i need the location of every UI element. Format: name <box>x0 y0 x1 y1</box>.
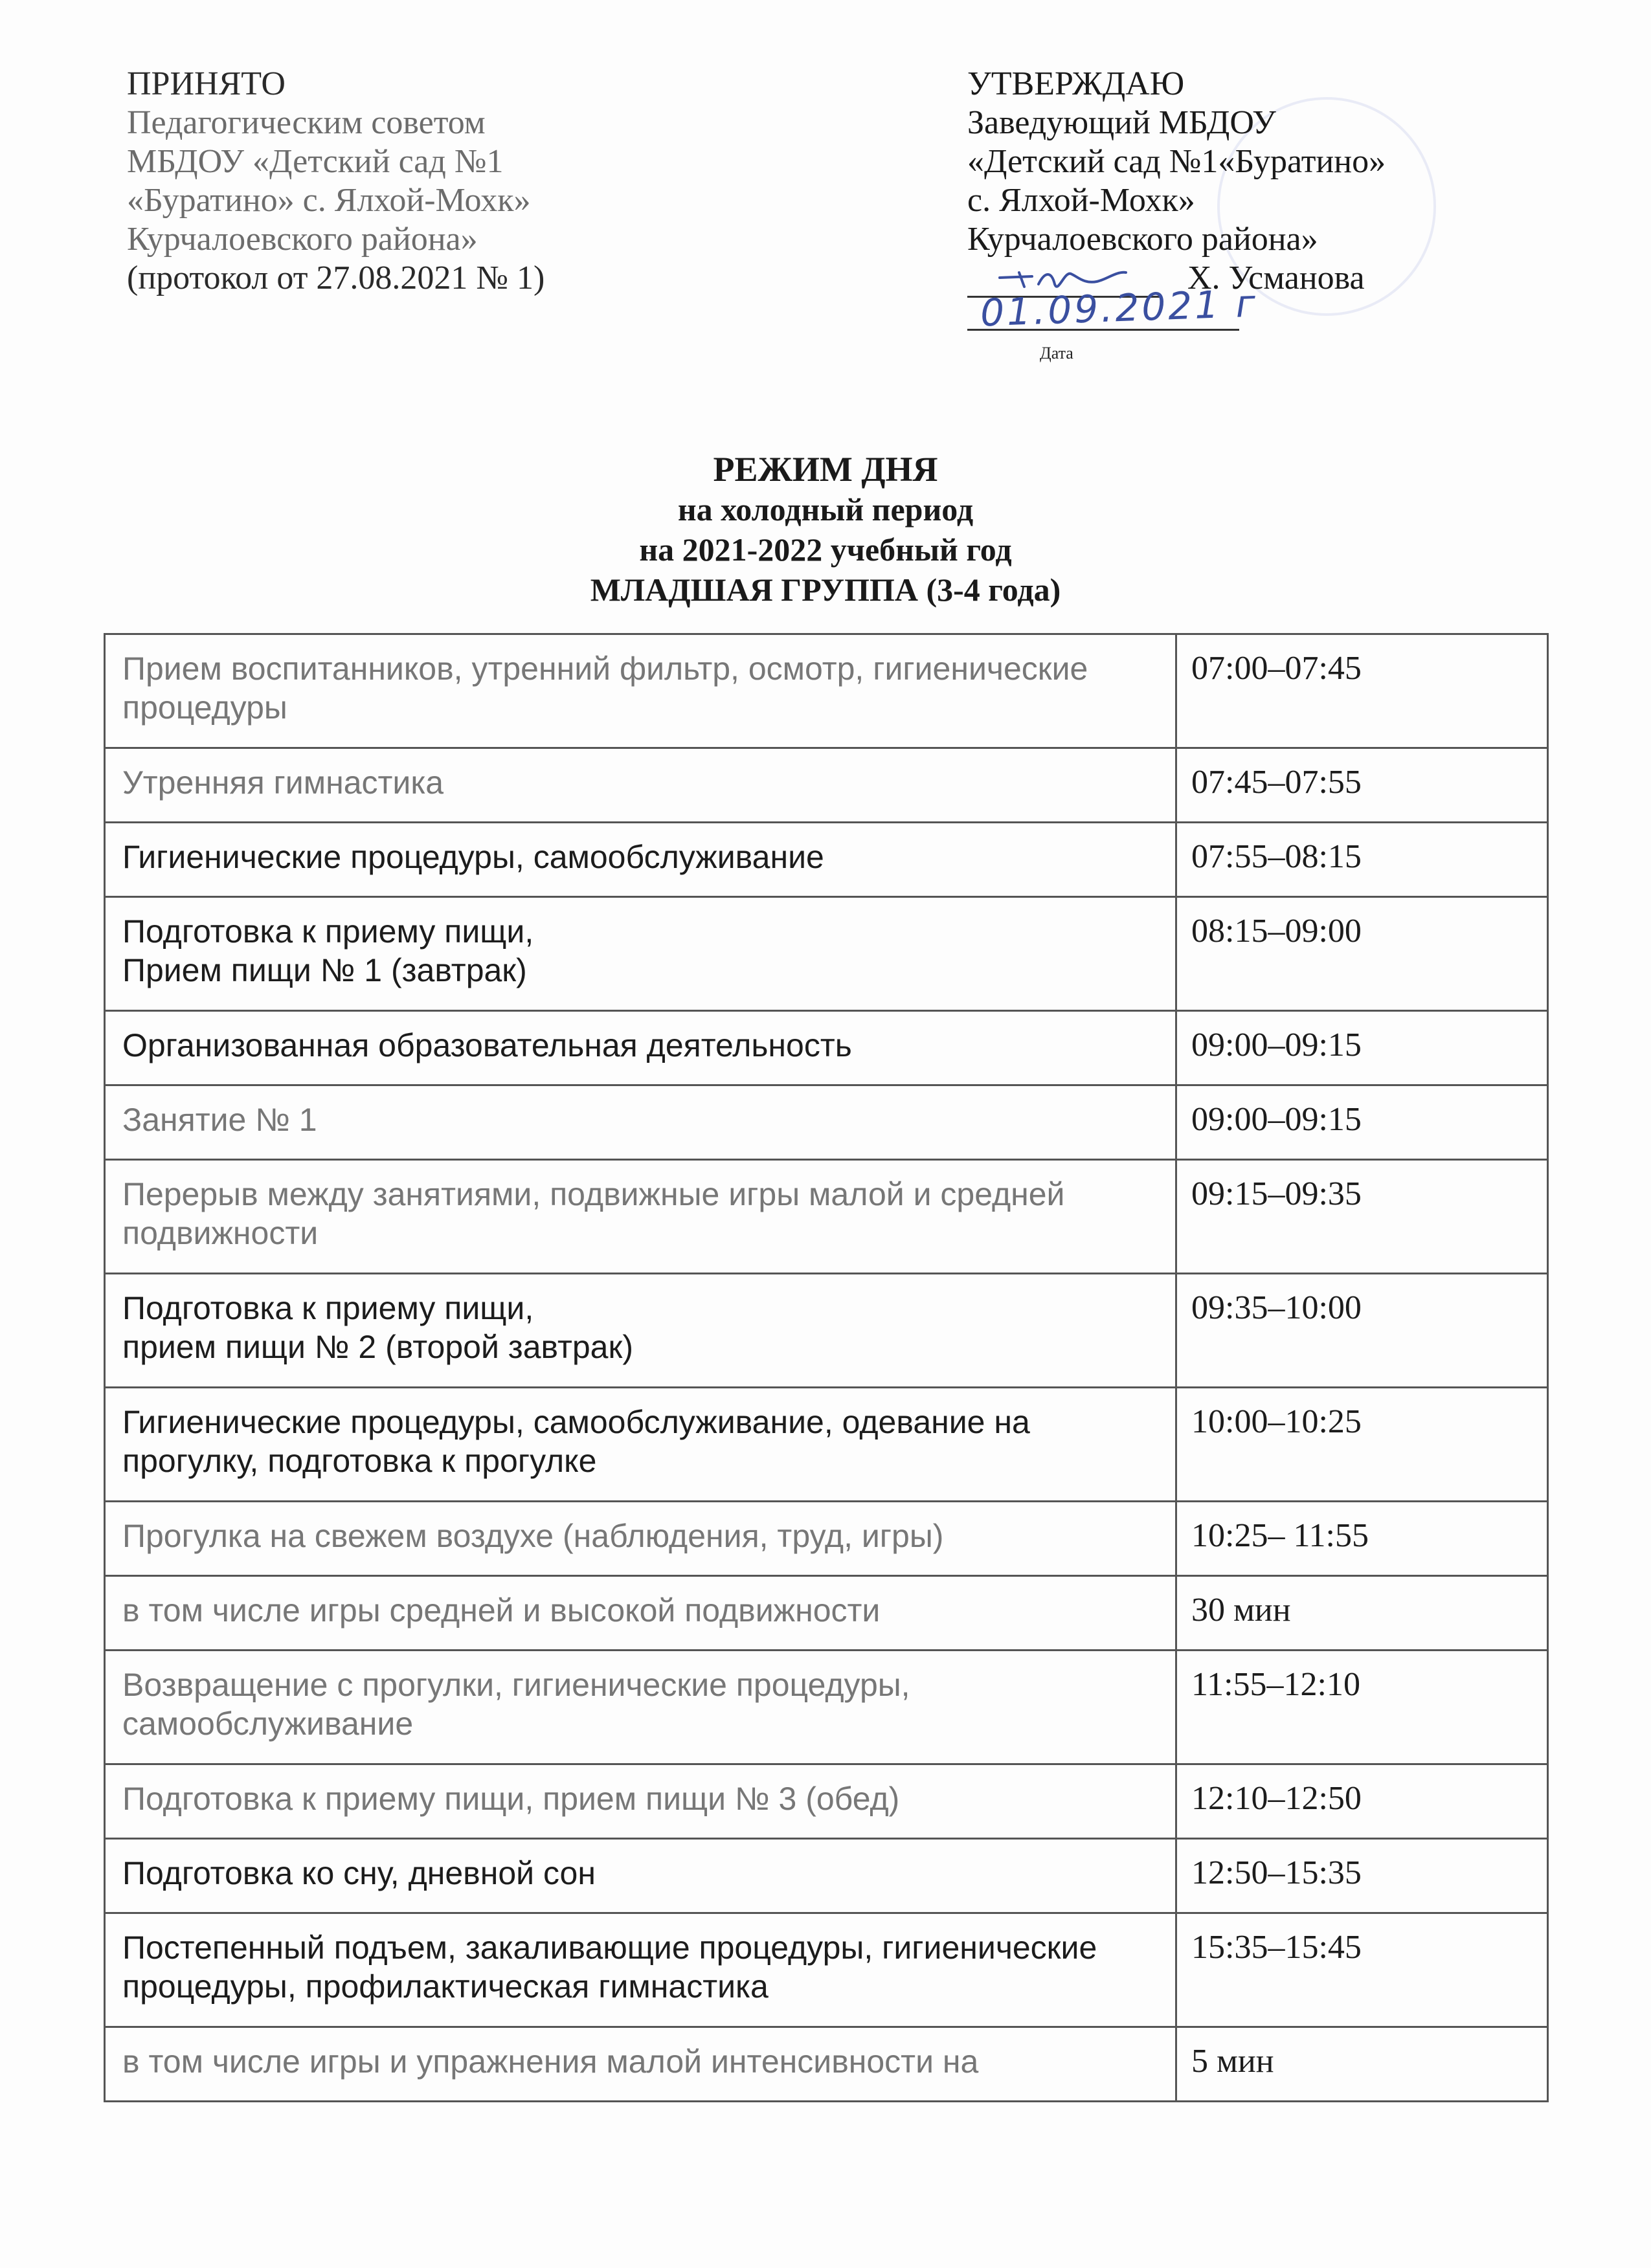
adoption-council: Педагогическим советом <box>127 104 486 141</box>
table-row <box>105 1388 1548 1502</box>
time-cell: 11:55–12:10 <box>1176 1651 1548 1764</box>
adoption-org-line1: МБДОУ «Детский сад №1 <box>127 143 504 180</box>
time-cell: 09:00–09:15 <box>1176 1085 1548 1160</box>
title-group: МЛАДШАЯ ГРУППА (3-4 года) <box>590 572 1061 608</box>
activity-cell: Прием воспитанников, утренний фильтр, осмотр, гигиенические процедуры <box>105 634 1176 748</box>
table-row <box>105 1764 1548 1839</box>
table-row <box>105 823 1548 897</box>
adoption-district: Курчалоевского района» <box>127 221 478 258</box>
time-cell: 10:25– 11:55 <box>1176 1502 1548 1576</box>
time-cell: 09:00–09:15 <box>1176 1011 1548 1085</box>
approval-heading: УТВЕРЖДАЮ <box>967 65 1185 102</box>
date-label: Дата <box>1040 344 1073 362</box>
table-row <box>105 748 1548 823</box>
activity-cell: Подготовка ко сну, дневной сон <box>105 1839 1176 1913</box>
time-cell: 12:50–15:35 <box>1176 1839 1548 1913</box>
title-year: на 2021-2022 учебный год <box>639 531 1012 568</box>
time-cell: 5 мин <box>1176 2027 1548 2102</box>
table-row <box>105 1839 1548 1913</box>
activity-cell: Постепенный подъем, закаливающие процедуры, гигиенические процедуры, профилактическая гимнастика <box>105 1913 1176 2027</box>
approval-district: Курчалоевского района» <box>967 221 1318 258</box>
activity-cell: Прогулка на свежем воздухе (наблюдения, труд, игры) <box>105 1502 1176 1576</box>
time-cell: 09:15–09:35 <box>1176 1160 1548 1274</box>
adoption-block <box>127 65 710 298</box>
adoption-protocol: (протокол от 27.08.2021 № 1) <box>127 260 545 296</box>
schedule-table-body <box>105 634 1548 2102</box>
activity-cell: в том числе игры средней и высокой подвижности <box>105 1576 1176 1651</box>
table-row <box>105 1085 1548 1160</box>
date-row <box>967 281 1550 362</box>
approval-block <box>967 65 1550 361</box>
handwritten-date: 01.09.2021 г <box>979 281 1259 335</box>
activity-cell: Утренняя гимнастика <box>105 748 1176 823</box>
time-cell: 07:55–08:15 <box>1176 823 1548 897</box>
table-row <box>105 1576 1548 1651</box>
time-cell: 07:00–07:45 <box>1176 634 1548 748</box>
time-cell: 10:00–10:25 <box>1176 1388 1548 1502</box>
activity-cell: Подготовка к приему пищи, прием пищи № 3 (обед) <box>105 1764 1176 1839</box>
table-row <box>105 897 1548 1011</box>
activity-cell: Гигиенические процедуры, самообслуживание <box>105 823 1176 897</box>
schedule-table <box>104 633 1549 2102</box>
table-row <box>105 1011 1548 1085</box>
activity-cell: Организованная образовательная деятельность <box>105 1011 1176 1085</box>
table-row <box>105 1651 1548 1764</box>
table-row <box>105 1913 1548 2027</box>
time-cell: 08:15–09:00 <box>1176 897 1548 1011</box>
table-row <box>105 1274 1548 1388</box>
approval-org-line1: «Детский сад №1«Буратино» <box>967 143 1386 180</box>
signer-name: Х. Усманова <box>1187 260 1365 296</box>
activity-cell: Возвращение с прогулки, гигиенические процедуры, самообслуживание <box>105 1651 1176 1764</box>
title-main: РЕЖИМ ДНЯ <box>713 450 938 489</box>
approval-position: Заведующий МБДОУ <box>967 104 1276 141</box>
activity-cell: Гигиенические процедуры, самообслуживание, одевание на прогулку, подготовка к прогулке <box>105 1388 1176 1502</box>
table-row <box>105 1160 1548 1274</box>
table-row <box>105 2027 1548 2102</box>
document-title <box>0 449 1651 610</box>
adoption-heading: ПРИНЯТО <box>127 65 286 102</box>
title-period: на холодный период <box>677 491 974 528</box>
time-cell: 07:45–07:55 <box>1176 748 1548 823</box>
table-row <box>105 1502 1548 1576</box>
table-row <box>105 634 1548 748</box>
time-cell: 15:35–15:45 <box>1176 1913 1548 2027</box>
activity-cell: в том числе игры и упражнения малой интенсивности на <box>105 2027 1176 2102</box>
activity-cell: Подготовка к приему пищи, Прием пищи № 1 (завтрак) <box>105 897 1176 1011</box>
time-cell: 09:35–10:00 <box>1176 1274 1548 1388</box>
adoption-org-line2: «Буратино» с. Ялхой-Мохк» <box>127 182 531 219</box>
activity-cell: Занятие № 1 <box>105 1085 1176 1160</box>
time-cell: 12:10–12:50 <box>1176 1764 1548 1839</box>
approval-org-line2: с. Ялхой-Мохк» <box>967 182 1195 219</box>
time-cell: 30 мин <box>1176 1576 1548 1651</box>
activity-cell: Перерыв между занятиями, подвижные игры малой и средней подвижности <box>105 1160 1176 1274</box>
activity-cell: Подготовка к приему пищи, прием пищи № 2 (второй завтрак) <box>105 1274 1176 1388</box>
